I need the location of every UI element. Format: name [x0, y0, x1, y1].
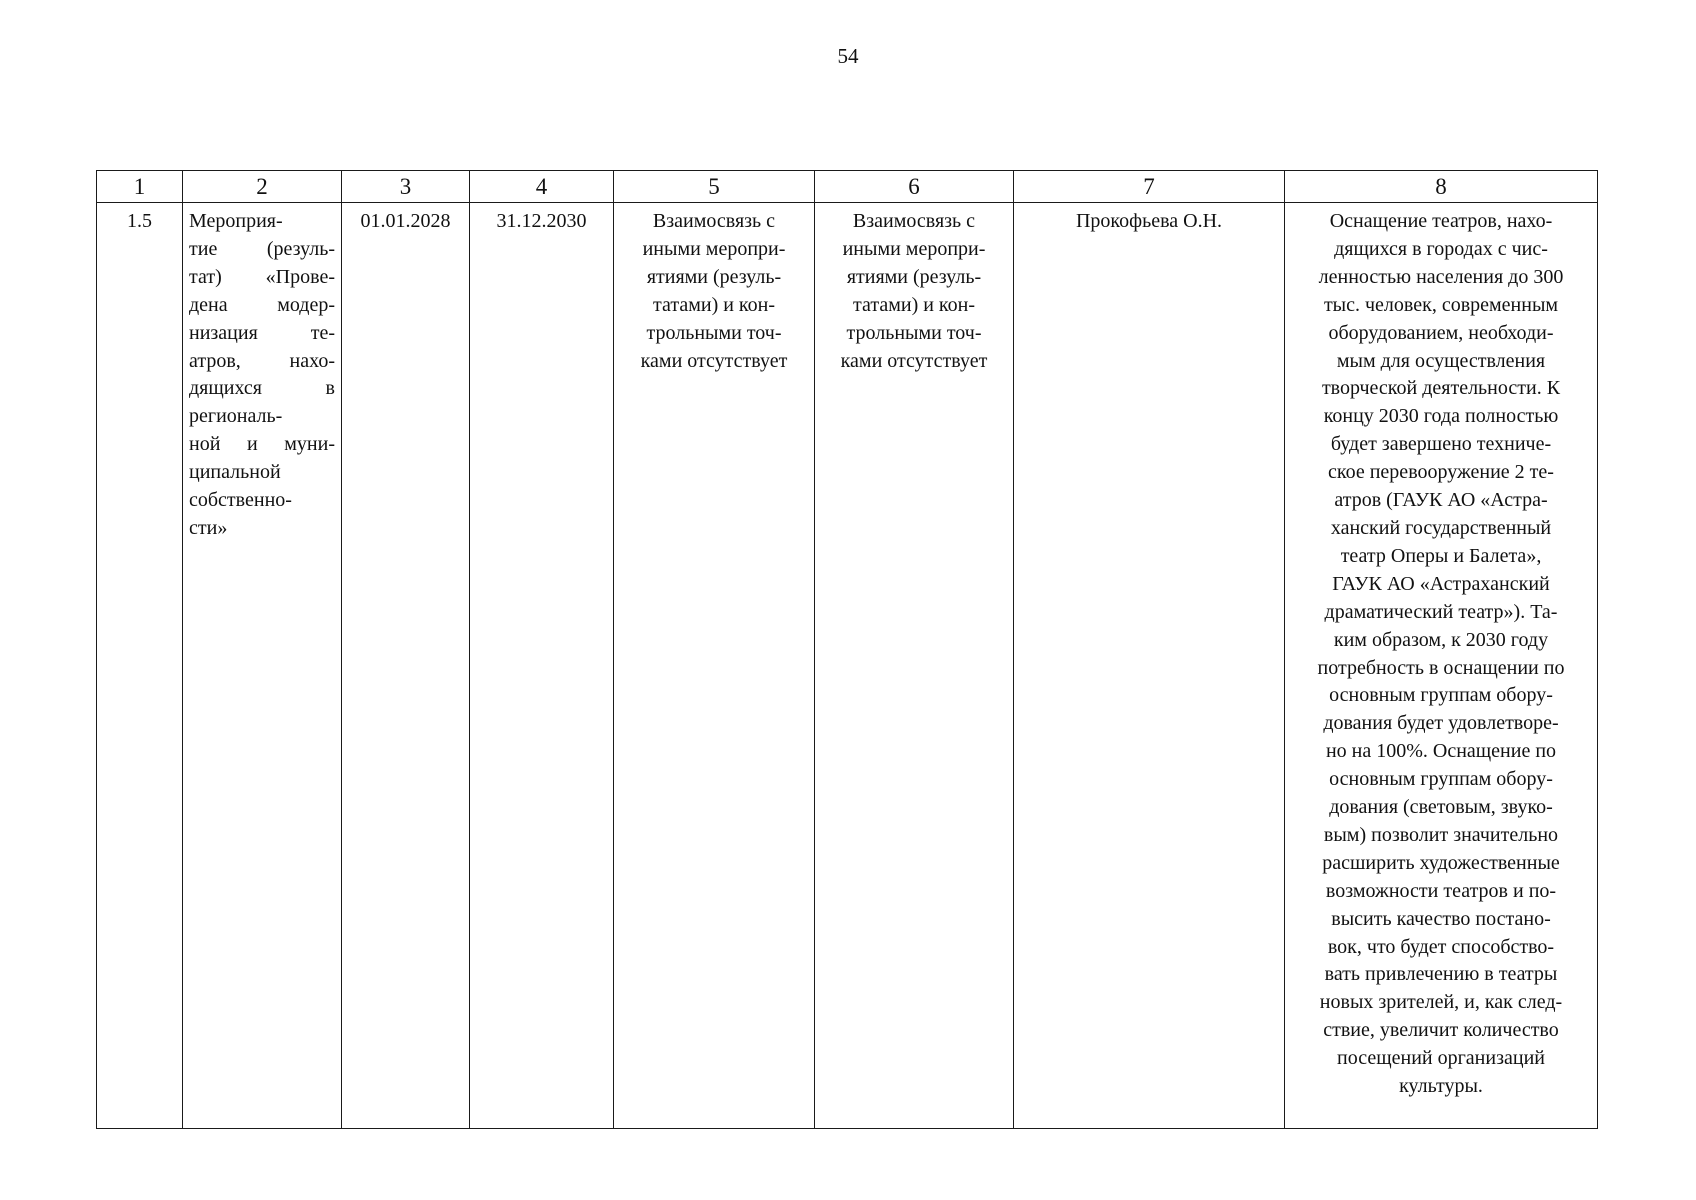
- column-header: 7: [1014, 171, 1285, 203]
- relationship-line: иными меропри-: [642, 237, 786, 260]
- description-line: вым) позволит значительно: [1323, 823, 1559, 846]
- column-header: 2: [183, 171, 342, 203]
- description-line: ким образом, к 2030 году: [1333, 628, 1549, 651]
- description-line: драматический театр»). Та-: [1324, 600, 1558, 623]
- activity-name-line: низация те-: [189, 321, 335, 344]
- description-line: ленностью населения до 300: [1318, 265, 1564, 288]
- description-line: новых зрителей, и, как след-: [1319, 991, 1563, 1014]
- relationship-line: татами) и кон-: [853, 293, 975, 316]
- activity-name-line: атров, нахо-: [189, 349, 335, 372]
- description-line: мым для осуществления: [1336, 349, 1546, 372]
- description-line: дящихся в городах с чис-: [1334, 237, 1548, 260]
- start-date-cell: 01.01.2028: [342, 203, 470, 1129]
- relationship-line: Взаимосвязь с: [652, 210, 776, 232]
- relationship-line: татами) и кон-: [653, 293, 775, 316]
- activity-name-line: собственно-: [189, 489, 292, 512]
- relationship-line: трольными точ-: [846, 321, 982, 344]
- description-line: ГАУК АО «Астраханский: [1332, 572, 1550, 595]
- relationship-line: иными меропри-: [842, 237, 986, 260]
- activity-name-line: дена модер-: [189, 293, 335, 316]
- description-line: будет завершено техниче-: [1330, 433, 1552, 456]
- activity-name-line: дящихся в: [189, 377, 335, 400]
- column-header: 6: [815, 171, 1014, 203]
- activity-name-line: региональ-: [189, 405, 283, 428]
- column-header: 8: [1285, 171, 1598, 203]
- description-line: творческой деятельности. К: [1321, 377, 1561, 400]
- row-number-cell: 1.5: [97, 203, 183, 1129]
- column-header: 1: [97, 171, 183, 203]
- description-line: но на 100%. Оснащение по: [1325, 740, 1557, 763]
- table-row: [97, 203, 1598, 1129]
- relationship-line: ятиями (резуль-: [846, 265, 982, 288]
- description-line: дования (световым, звуко-: [1329, 796, 1553, 819]
- description-line: основным группам обору-: [1329, 768, 1553, 791]
- relationship-line: Взаимосвязь с: [852, 210, 976, 232]
- description-line: концу 2030 года полностью: [1323, 405, 1559, 428]
- relationship-line: ками отсутствует: [640, 349, 788, 372]
- description-line: посещений организаций: [1337, 1047, 1545, 1070]
- description-line: атров (ГАУК АО «Астра-: [1334, 489, 1548, 512]
- activity-name-cell: [183, 203, 342, 1129]
- description-line: тыс. человек, современным: [1323, 293, 1559, 316]
- description-line: расширить художественные: [1322, 851, 1560, 874]
- relationship-line: трольными точ-: [646, 321, 782, 344]
- activity-name-line: тат) «Прове-: [189, 265, 335, 288]
- description-line: оборудованием, необходи-: [1328, 321, 1554, 344]
- description-line: основным группам обору-: [1329, 684, 1553, 707]
- relationship-cell-2: [815, 203, 1014, 1129]
- relationship-cell: [614, 203, 815, 1129]
- column-header: 5: [614, 171, 815, 203]
- description-line: вок, что будет способство-: [1327, 935, 1555, 958]
- activity-name-line: ципальной: [189, 461, 281, 484]
- table-header-row: [97, 171, 1598, 203]
- page-number: 54: [837, 44, 859, 68]
- description-line: ское перевооружение 2 те-: [1328, 461, 1554, 484]
- description-line: дования будет удовлетворе-: [1323, 712, 1559, 735]
- activity-name-line: сти»: [189, 516, 228, 539]
- relationship-line: ками отсутствует: [840, 349, 988, 372]
- description-line: ханский государственный: [1330, 516, 1552, 539]
- column-header: 3: [342, 171, 470, 203]
- relationship-line: ятиями (резуль-: [646, 265, 782, 288]
- plan-table: [96, 170, 1598, 1129]
- description-line: высить качество постано-: [1331, 907, 1551, 930]
- description-line: потребность в оснащении по: [1317, 656, 1565, 679]
- column-header: 4: [470, 171, 614, 203]
- description-line: вать привлечению в театры: [1324, 963, 1558, 986]
- end-date-cell: 31.12.2030: [470, 203, 614, 1129]
- description-line: культуры.: [1399, 1075, 1483, 1098]
- activity-name-line: ной и муни-: [189, 433, 335, 456]
- description-line: ствие, увеличит количество: [1323, 1019, 1559, 1042]
- description-cell: [1285, 203, 1598, 1129]
- description-line: возможности театров и по-: [1325, 879, 1557, 902]
- description-line: Оснащение театров, нахо-: [1329, 210, 1553, 232]
- description-line: театр Оперы и Балета»,: [1340, 544, 1542, 567]
- activity-name-line: тие (резуль-: [189, 237, 335, 260]
- activity-name-line: Мероприя-: [189, 210, 283, 232]
- responsible-person-cell: Прокофьева О.Н.: [1014, 203, 1285, 1129]
